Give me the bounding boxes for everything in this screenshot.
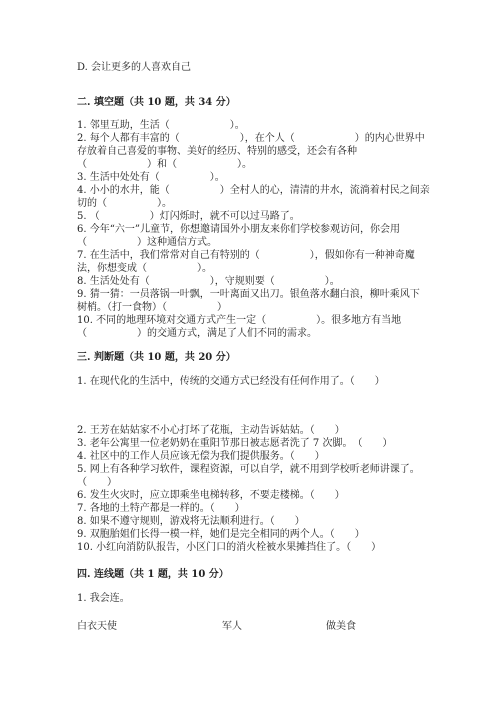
fill-line: （ ）和（ ）。 xyxy=(77,159,252,170)
judge-line: 2. 王芳在姑姑家不小心打坏了花瓶，主动告诉姑姑。（ ） xyxy=(77,425,345,436)
fill-line: 6. 今年“六一”儿童节，你想邀请国外小朋友来你们学校参观访问，你会用 xyxy=(77,224,400,235)
judge-line: 7. 各地的土特产都是一样的。（ ） xyxy=(77,503,245,514)
section-2-heading: 二. 填空题（共 10 题，共 34 分） xyxy=(77,97,236,108)
fill-line: （ ）这种通信方式。 xyxy=(77,237,217,248)
judge-line: 10. 小红向消防队报告，小区门口的消火栓被水果摊挡住了。（ ） xyxy=(77,542,382,553)
fill-line: 10. 不同的地理环境对交通方式产生一定（ ）。很多地方有当地 xyxy=(77,315,402,326)
match-item-angel[interactable]: 白衣天使 xyxy=(77,621,117,632)
judge-line: 3. 老年公寓里一位老奶奶在重阳节那日被志愿者洗了 7 次脚。 （ ） xyxy=(77,438,393,449)
judge-line: 4. 社区中的工作人员应该无偿为我们提供服务。（ ） xyxy=(77,451,325,462)
fill-line: 存放着自己喜爱的事物、美好的经历、特别的感受，还会有各种 xyxy=(77,146,357,157)
option-d: D. 会让更多的人喜欢自己 xyxy=(77,62,192,73)
judge-line: 1. 在现代化的生活中，传统的交通方式已经没有任何作用了。（ ） xyxy=(77,376,385,387)
section-3-heading: 三. 判断题（共 10 题，共 20 分） xyxy=(77,352,236,363)
fill-line: 法，你想变成（ ）。 xyxy=(77,263,212,274)
fill-line: 2. 每个人都有丰富的（ ），在个人（ ）的内心世界中 xyxy=(77,133,425,144)
match-item-cooking[interactable]: 做美食 xyxy=(326,621,356,632)
fill-line: （ ）的交通方式，满足了人们不同的需求。 xyxy=(77,328,317,339)
section-4-heading: 四. 连线题（共 1 题，共 10 分） xyxy=(77,569,229,580)
fill-line: 3. 生活中处处有（ ）。 xyxy=(77,172,225,183)
fill-line: 树梢。（打一食物）（ ） xyxy=(77,302,227,313)
match-items-row xyxy=(77,617,407,631)
judge-line: 6. 发生火灾时，应立即乘坐电梯转移，不要走楼梯。（ ） xyxy=(77,490,345,501)
fill-line: 5. （ ）灯闪烁时，就不可以过马路了。 xyxy=(77,211,300,222)
judge-line: （ ） xyxy=(77,477,117,488)
fill-line: 7. 在生活中，我们常常对自己有特别的（ ），假如你有一种神奇魔 xyxy=(77,250,415,261)
fill-line: 9. 猜一猜：一员落锅一叶飘，一叶离面又出刀。银鱼落水翻白浪，柳叶乘风下 xyxy=(77,289,420,300)
fill-line: 8. 生活处处有（ ），守规则要（ ）。 xyxy=(77,276,340,287)
match-question: 1. 我会连。 xyxy=(77,593,130,604)
judge-line: 5. 网上有各种学习软件，课程资源，可以自学，就不用到学校听老师讲课了。 xyxy=(77,464,420,475)
fill-line: 1. 邻里互助，生活（ ）。 xyxy=(77,120,245,131)
judge-line: 9. 双胞胎姐们长得一模一样，她们是完全相同的两个人。（ ） xyxy=(77,529,365,540)
judge-line: 8. 如果不遵守规则，游戏将无法顺利进行。（ ） xyxy=(77,516,305,527)
match-item-soldier[interactable]: 军人 xyxy=(222,621,242,632)
fill-line: 4. 小小的水井，能（ ）全村人的心，清清的井水，流淌着村民之间亲 xyxy=(77,185,430,196)
fill-line: 切的（ ）。 xyxy=(77,198,172,209)
